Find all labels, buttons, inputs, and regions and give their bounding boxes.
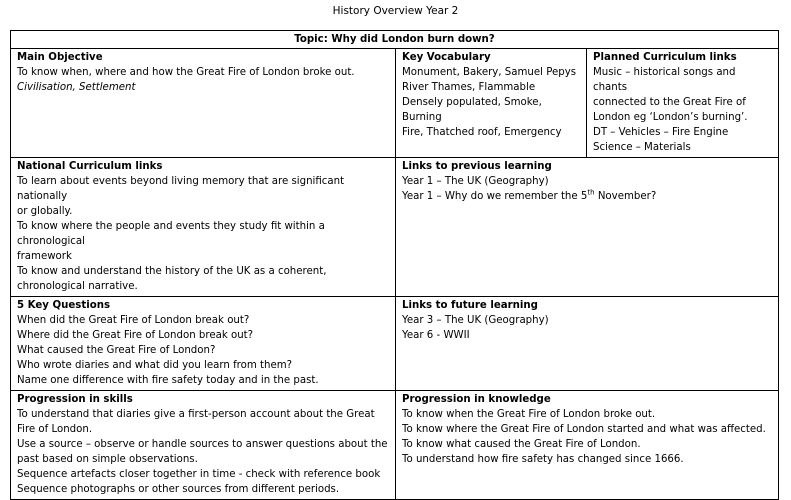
progression-knowledge-heading: Progression in knowledge	[402, 394, 551, 405]
vocab-line: River Thames, Flammable	[402, 82, 536, 93]
progression-knowledge-line: To know when the Great Fire of London broke out.	[402, 409, 656, 420]
previous-learning-text: Year 1 – Why do we remember the 5	[402, 191, 588, 202]
progression-knowledge-line: To know what caused the Great Fire of London.	[402, 439, 641, 450]
national-curriculum-line: or globally.	[17, 206, 73, 217]
national-curriculum-line: To know where the people and events they study fit within a chronological	[17, 221, 325, 247]
progression-skills-heading: Progression in skills	[17, 394, 133, 405]
key-question: Who wrote diaries and what did you learn from them?	[17, 360, 293, 371]
previous-learning-line: Year 1 – The UK (Geography)	[402, 176, 549, 187]
main-objective-text: To know when, where and how the Great Fire of London broke out.	[17, 67, 355, 78]
ordinal-suffix: th	[587, 188, 595, 197]
vocab-line: Monument, Bakery, Samuel Pepys	[402, 67, 577, 78]
progression-knowledge-line: To understand how fire safety has changed since 1666.	[402, 454, 684, 465]
planned-links-heading: Planned Curriculum links	[593, 52, 737, 63]
progression-skills-line: past based on simple observations.	[17, 454, 198, 465]
planned-links-line: Science – Materials	[593, 142, 691, 153]
key-question: What caused the Great Fire of London?	[17, 345, 216, 356]
previous-learning-line	[402, 189, 772, 204]
previous-learning-text: November?	[594, 191, 657, 202]
national-curriculum-cell	[11, 158, 396, 297]
vocab-line: Fire, Thatched roof, Emergency	[402, 127, 562, 138]
progression-skills-cell	[11, 391, 396, 500]
national-curriculum-line: To know and understand the history of the UK as a coherent,	[17, 266, 327, 277]
key-vocabulary-heading: Key Vocabulary	[402, 52, 491, 63]
progression-knowledge-cell	[396, 391, 779, 500]
overview-table	[10, 30, 779, 500]
curriculum-row	[11, 158, 779, 297]
progression-skills-line: Fire of London.	[17, 424, 93, 435]
key-question: Where did the Great Fire of London break out?	[17, 330, 254, 341]
progression-skills-line: Sequence artefacts closer together in time - check with reference book	[17, 469, 381, 480]
previous-learning-heading: Links to previous learning	[402, 161, 552, 172]
planned-links-line: connected to the Great Fire of	[593, 97, 746, 108]
national-curriculum-line: framework	[17, 251, 72, 262]
national-curriculum-line: chronological narrative.	[17, 281, 138, 292]
previous-learning-cell	[396, 158, 779, 297]
main-objective-cell	[11, 49, 396, 158]
progression-skills-line: Sequence photographs or other sources from different periods.	[17, 484, 340, 495]
future-learning-heading: Links to future learning	[402, 300, 538, 311]
questions-row	[11, 297, 779, 391]
future-learning-cell	[396, 297, 779, 391]
key-questions-heading: 5 Key Questions	[17, 300, 111, 311]
planned-links-line: London eg ‘London’s burning’.	[593, 112, 748, 123]
document-title: History Overview Year 2	[332, 5, 459, 17]
topic-heading: Topic: Why did London burn down?	[11, 31, 779, 49]
future-learning-line: Year 6 - WWII	[402, 330, 470, 341]
national-curriculum-line: To learn about events beyond living memory that are significant nationally	[17, 176, 345, 202]
key-vocabulary-cell	[396, 49, 587, 158]
progression-row	[11, 391, 779, 500]
progression-knowledge-line: To know where the Great Fire of London started and what was affected.	[402, 424, 766, 435]
progression-skills-line: Use a source – observe or handle sources to answer questions about the	[17, 439, 388, 450]
key-questions-cell	[11, 297, 396, 391]
key-question: Name one difference with fire safety today and in the past.	[17, 375, 319, 386]
topic-row	[11, 31, 779, 49]
objective-row	[11, 49, 779, 158]
vocab-line: Densely populated, Smoke, Burning	[402, 97, 542, 123]
main-objective-heading: Main Objective	[17, 52, 103, 63]
progression-skills-line: To understand that diaries give a first-person account about the Great	[17, 409, 375, 420]
planned-links-line: DT – Vehicles – Fire Engine	[593, 127, 729, 138]
main-objective-themes: Civilisation, Settlement	[17, 82, 136, 93]
key-question: When did the Great Fire of London break out?	[17, 315, 250, 326]
future-learning-line: Year 3 – The UK (Geography)	[402, 315, 549, 326]
planned-links-line: Music – historical songs and chants	[593, 67, 736, 93]
national-curriculum-heading: National Curriculum links	[17, 161, 163, 172]
planned-links-cell	[587, 49, 779, 158]
